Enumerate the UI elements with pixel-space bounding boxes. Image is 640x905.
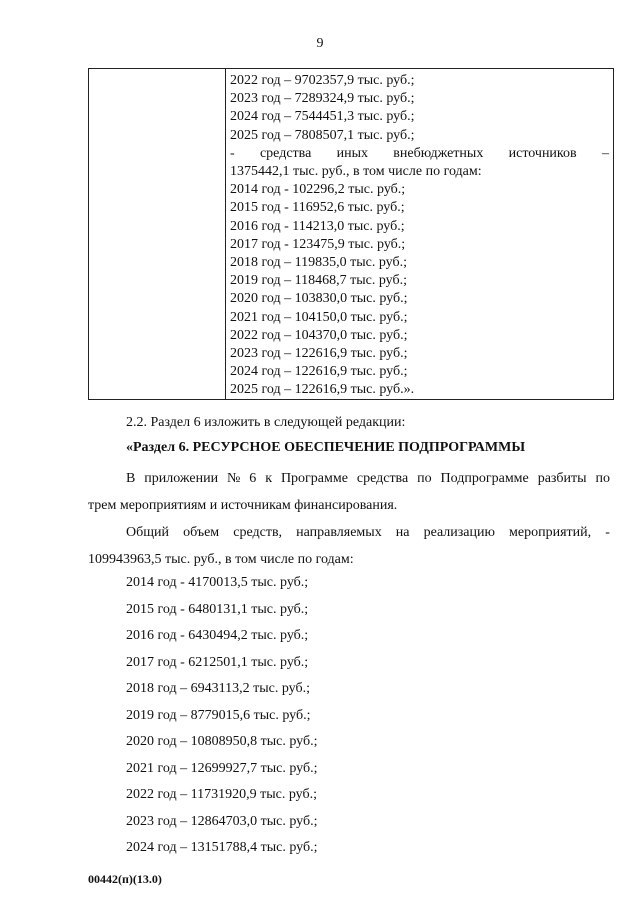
word: средства [356, 471, 409, 486]
paragraph-subprogram-distribution [88, 470, 610, 515]
word: В [126, 471, 136, 486]
word: средств, [233, 525, 283, 540]
table-line: 2021 год – 104150,0 тыс. руб.; [230, 309, 408, 325]
word: источников [508, 145, 577, 161]
year-line: 2018 год – 6943113,2 тыс. руб.; [126, 681, 310, 696]
table-line: 2024 год – 122616,9 тыс. руб.; [230, 364, 408, 380]
word: средства [259, 145, 312, 161]
table-line: 2017 год - 123475,9 тыс. руб.; [230, 236, 406, 252]
word: № [227, 471, 241, 486]
table-right-column [226, 69, 613, 399]
word: - [605, 525, 610, 540]
table-line: 2024 год – 7544451,3 тыс. руб.; [230, 109, 415, 125]
year-line: 2014 год - 4170013,5 тыс. руб.; [126, 575, 309, 590]
year-line: 2022 год – 11731920,9 тыс. руб.; [126, 787, 317, 802]
table-line: 2023 год – 7289324,9 тыс. руб.; [230, 91, 415, 107]
word: - [230, 145, 235, 161]
table-line: 2014 год - 102296,2 тыс. руб.; [230, 182, 406, 198]
paragraph-line: 109943963,5 тыс. руб., в том числе по годам: [88, 552, 354, 567]
year-line: 2015 год - 6480131,1 тыс. руб.; [126, 601, 309, 617]
year-line: 2021 год – 12699927,7 тыс. руб.; [126, 760, 318, 776]
other-sources-line [230, 145, 609, 163]
table-line: 2018 год – 119835,0 тыс. руб.; [230, 255, 407, 271]
word: иных [336, 145, 368, 161]
word: объем [183, 525, 220, 540]
year-line: 2020 год – 10808950,8 тыс. руб.; [126, 734, 318, 749]
funding-table [88, 68, 614, 400]
table-line: 2015 год - 116952,6 тыс. руб.; [230, 200, 405, 216]
table-line: 2025 год – 7808507,1 тыс. руб.; [230, 127, 415, 143]
table-line: 2022 год – 104370,0 тыс. руб.; [230, 327, 408, 343]
paragraph-line [88, 524, 610, 551]
paragraph-line [88, 470, 610, 497]
year-line: 2016 год - 6430494,2 тыс. руб.; [126, 628, 309, 643]
yearly-funding-list [126, 574, 318, 866]
word: по [417, 471, 432, 486]
table-line: 2022 год – 9702357,9 тыс. руб.; [230, 73, 415, 88]
word: на [395, 525, 410, 540]
document-code: 00442(п)(13.0) [88, 872, 162, 886]
word: разбиты [537, 471, 587, 486]
year-line: 2019 год – 8779015,6 тыс. руб.; [126, 707, 311, 723]
word: направляемых [296, 525, 382, 540]
word: внебюджетных [393, 145, 484, 161]
word: – [601, 145, 609, 161]
word: Программе [280, 471, 348, 486]
table-line: 2023 год – 122616,9 тыс. руб.; [230, 346, 408, 362]
other-sources-total: 1375442,1 тыс. руб., в том числе по годам: [230, 164, 482, 180]
table-line: 2019 год – 118468,7 тыс. руб.; [230, 273, 407, 289]
paragraph-total-funding [88, 524, 610, 569]
year-line: 2017 год - 6212501,1 тыс. руб.; [126, 654, 309, 670]
paragraph-line: трем мероприятиям и источникам финансирования. [88, 498, 398, 513]
word: Подпрограмме [440, 471, 529, 486]
word: приложении [144, 471, 219, 486]
section-intro: 2.2. Раздел 6 изложить в следующей редакции: [126, 415, 406, 430]
word: 6 [249, 471, 257, 486]
word: к [265, 471, 273, 486]
word: мероприятий, [509, 525, 592, 540]
year-line: 2024 год – 13151788,4 тыс. руб.; [126, 840, 318, 855]
table-line: 2016 год - 114213,0 тыс. руб.; [230, 218, 405, 234]
page-number: 9 [316, 36, 324, 51]
table-line: 2020 год – 103830,0 тыс. руб.; [230, 291, 408, 307]
word: реализацию [423, 525, 495, 540]
table-left-column [89, 69, 226, 399]
word: по [595, 471, 610, 486]
table-line: 2025 год – 122616,9 тыс. руб.». [230, 382, 415, 398]
word: Общий [126, 525, 169, 540]
year-line: 2023 год – 12864703,0 тыс. руб.; [126, 813, 318, 829]
section-heading: «Раздел 6. РЕСУРСНОЕ ОБЕСПЕЧЕНИЕ ПОДПРОГРАММЫ [126, 440, 526, 455]
